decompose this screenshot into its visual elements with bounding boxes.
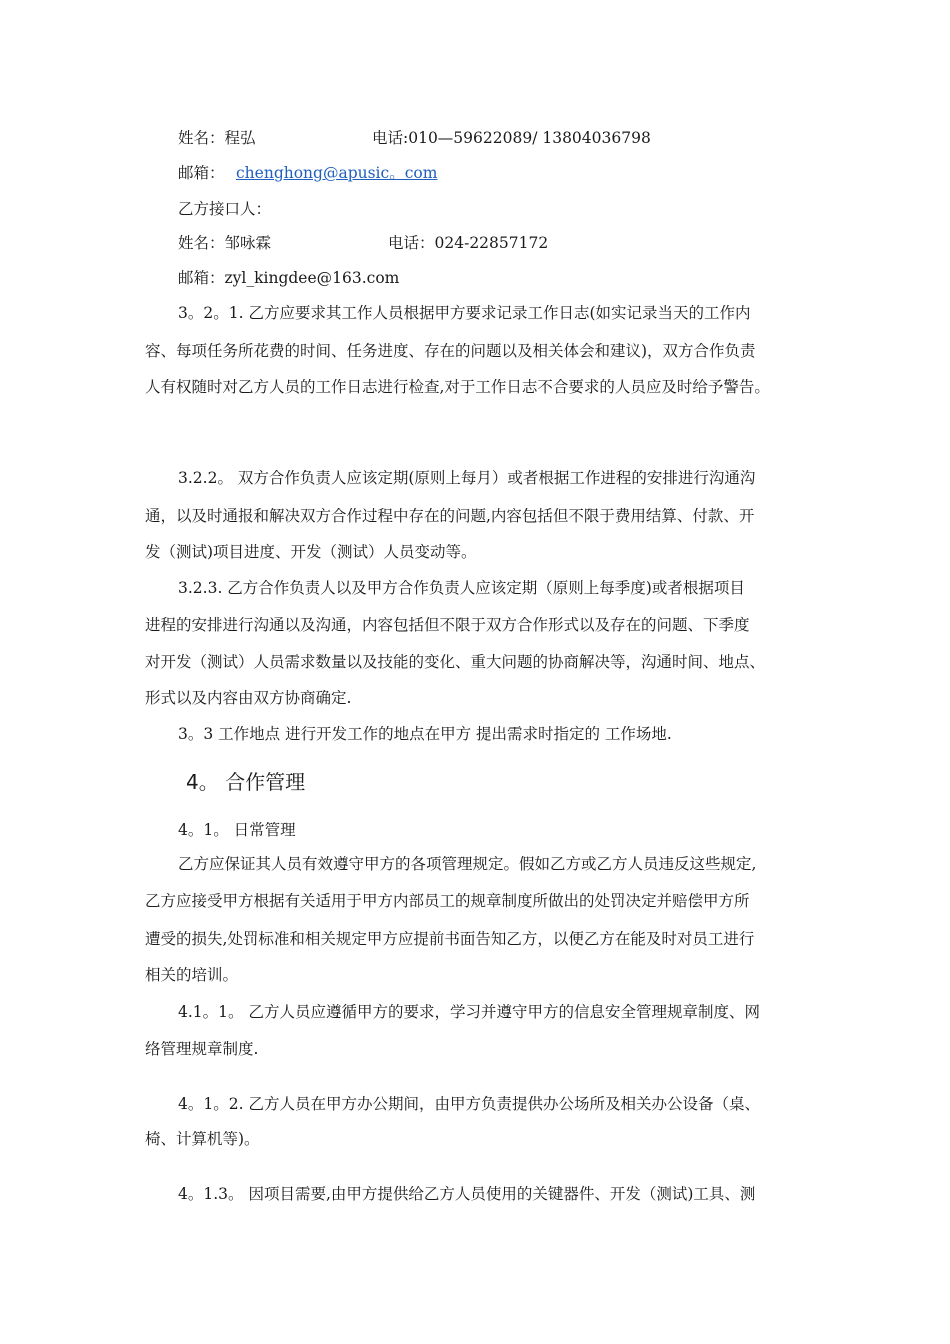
paragraph-text: 椅、计算机等)。 xyxy=(145,1130,260,1148)
party-b-phone: 电话：024-22857172 xyxy=(388,234,549,252)
paragraph-text: 形式以及内容由双方协商确定. xyxy=(145,689,352,707)
party-a-email-link[interactable]: chenghong@apusic。com xyxy=(236,164,438,182)
paragraph-text: 4。1。2. 乙方人员在甲方办公期间，由甲方负责提供办公场所及相关办公设备（桌、 xyxy=(178,1095,760,1113)
party-b-name: 姓名：邹咏霖 xyxy=(178,234,272,252)
paragraph-text: 通，以及时通报和解决双方合作过程中存在的问题,内容包括但不限于费用结算、付款、开 xyxy=(145,507,755,525)
paragraph-text: 3.2.3. 乙方合作负责人以及甲方合作负责人应该定期（原则上每季度)或者根据项目 xyxy=(178,579,745,597)
paragraph-text: 乙方应保证其人员有效遵守甲方的各项管理规定。假如乙方或乙方人员违反这些规定, xyxy=(178,855,757,873)
paragraph-text: 乙方应接受甲方根据有关适用于甲方内部员工的规章制度所做出的处罚决定并赔偿甲方所 xyxy=(145,892,750,910)
section-heading: 4。 合作管理 xyxy=(186,770,306,794)
party-b-title: 乙方接口人： xyxy=(178,200,272,218)
subsection-title-text: 4。1。 日常管理 xyxy=(178,821,296,839)
paragraph-text: 络管理规章制度. xyxy=(145,1040,259,1058)
paragraph-text: 发（测试)项目进度、开发（测试）人员变动等。 xyxy=(145,543,477,561)
paragraph-text: 进程的安排进行沟通以及沟通，内容包括但不限于双方合作形式以及存在的问题、下季度 xyxy=(145,616,750,634)
paragraph-text: 人有权随时对乙方人员的工作日志进行检查,对于工作日志不合要求的人员应及时给予警告。 xyxy=(145,378,770,396)
paragraph-text: 4。1.3。 因项目需要,由甲方提供给乙方人员使用的关键器件、开发（测试)工具、测 xyxy=(178,1185,756,1203)
party-a-email-label: 邮箱： xyxy=(178,164,225,182)
party-b-email: 邮箱：zyl_kingdee@163.com xyxy=(178,269,400,287)
paragraph-text: 遭受的损失,处罚标准和相关规定甲方应提前书面告知乙方，以便乙方在能及时对员工进行 xyxy=(145,930,755,948)
paragraph-text: 对开发（测试）人员需求数量以及技能的变化、重大问题的协商解决等，沟通时间、地点、 xyxy=(145,653,766,671)
paragraph-text: 相关的培训。 xyxy=(145,966,239,984)
party-a-phone: 电话:010—59622089/ 13804036798 xyxy=(372,129,651,147)
party-a-name: 姓名：程弘 xyxy=(178,129,256,147)
paragraph-text: 3。2。1. 乙方应要求其工作人员根据甲方要求记录工作日志(如实记录当天的工作内 xyxy=(178,304,751,322)
paragraph-text: 3。3 工作地点 进行开发工作的地点在甲方 提出需求时指定的 工作场地. xyxy=(178,725,672,743)
paragraph-text: 4.1。1。 乙方人员应遵循甲方的要求，学习并遵守甲方的信息安全管理规章制度、网 xyxy=(178,1003,760,1021)
paragraph-text: 容、每项任务所花费的时间、任务进度、存在的问题以及相关体会和建议)，双方合作负责 xyxy=(145,342,756,360)
paragraph-text: 3.2.2。 双方合作负责人应该定期(原则上每月）或者根据工作进程的安排进行沟通沟 xyxy=(178,469,756,487)
